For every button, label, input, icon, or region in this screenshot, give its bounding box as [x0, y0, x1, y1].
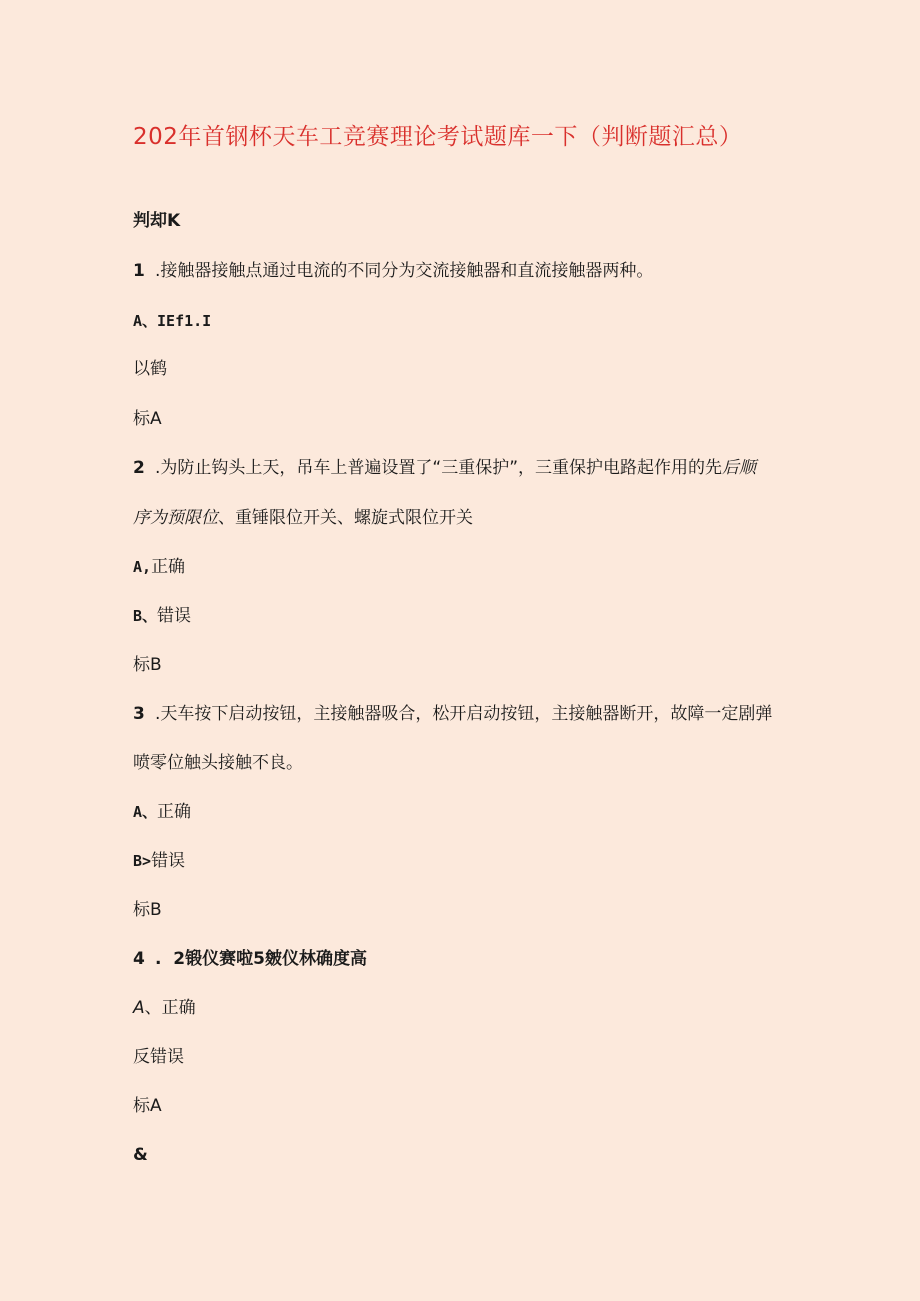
question-text: . 2锻仪赛啦5皴仪林确度高 [155, 949, 367, 969]
question-2-answer: 标B [133, 655, 162, 675]
question-1-answer: 标A [133, 409, 162, 429]
option-text: 正确 [151, 557, 186, 577]
question-1 [133, 260, 653, 282]
question-text: .接触器接触点通过电流的不同分为交流接触器和直流接触器两种。 [155, 261, 654, 281]
question-2-continued [133, 507, 473, 529]
question-1-option-a: A、IEf1.I [133, 312, 212, 330]
option-label: B> [133, 852, 152, 870]
option-text: 错误 [151, 851, 186, 871]
question-3-option-a [133, 801, 191, 823]
question-number: 1 [133, 261, 145, 281]
page-title: 202年首钢杯天车工竞赛理论考试题库一下（判断题汇总） [133, 124, 743, 150]
question-text-italic: 序为预限位 [133, 508, 218, 528]
question-text: .天车按下启动按钮，主接触器吸合，松开启动按钮，主接触器断开，故障一定剧弹 [155, 704, 773, 724]
question-text-italic: 后顺 [722, 458, 757, 478]
question-number: 2 [133, 458, 145, 478]
question-3-continued: 喷零位触头接触不良。 [133, 753, 303, 773]
option-text: 正确 [157, 802, 192, 822]
option-label: A、 [133, 803, 158, 821]
question-2 [133, 457, 756, 479]
question-3-option-b [133, 850, 185, 872]
question-number: 4 [133, 949, 145, 969]
section-heading: 判却K [133, 211, 181, 231]
option-text: 、正确 [144, 998, 196, 1018]
option-label: B、 [133, 607, 158, 625]
option-label: A [133, 998, 145, 1018]
question-4 [133, 948, 367, 970]
option-label: A, [133, 558, 152, 576]
question-3-answer: 标B [133, 900, 162, 920]
question-2-option-b [133, 605, 191, 627]
option-text: 错误 [157, 606, 192, 626]
question-3 [133, 703, 772, 725]
question-4-option-b: 反错误 [133, 1047, 184, 1067]
question-1-option-b: 以鹤 [133, 359, 167, 379]
question-4-option-a [133, 997, 196, 1019]
question-2-option-a [133, 556, 185, 578]
question-text: .为防止钩头上天，吊车上普遍设置了“三重保护”，三重保护电路起作用的先 [155, 458, 723, 478]
trailing-symbol: & [133, 1145, 148, 1165]
question-4-answer: 标A [133, 1096, 162, 1116]
question-number: 3 [133, 704, 145, 724]
question-text: 、重锤限位开关、螺旋式限位开关 [218, 508, 473, 528]
